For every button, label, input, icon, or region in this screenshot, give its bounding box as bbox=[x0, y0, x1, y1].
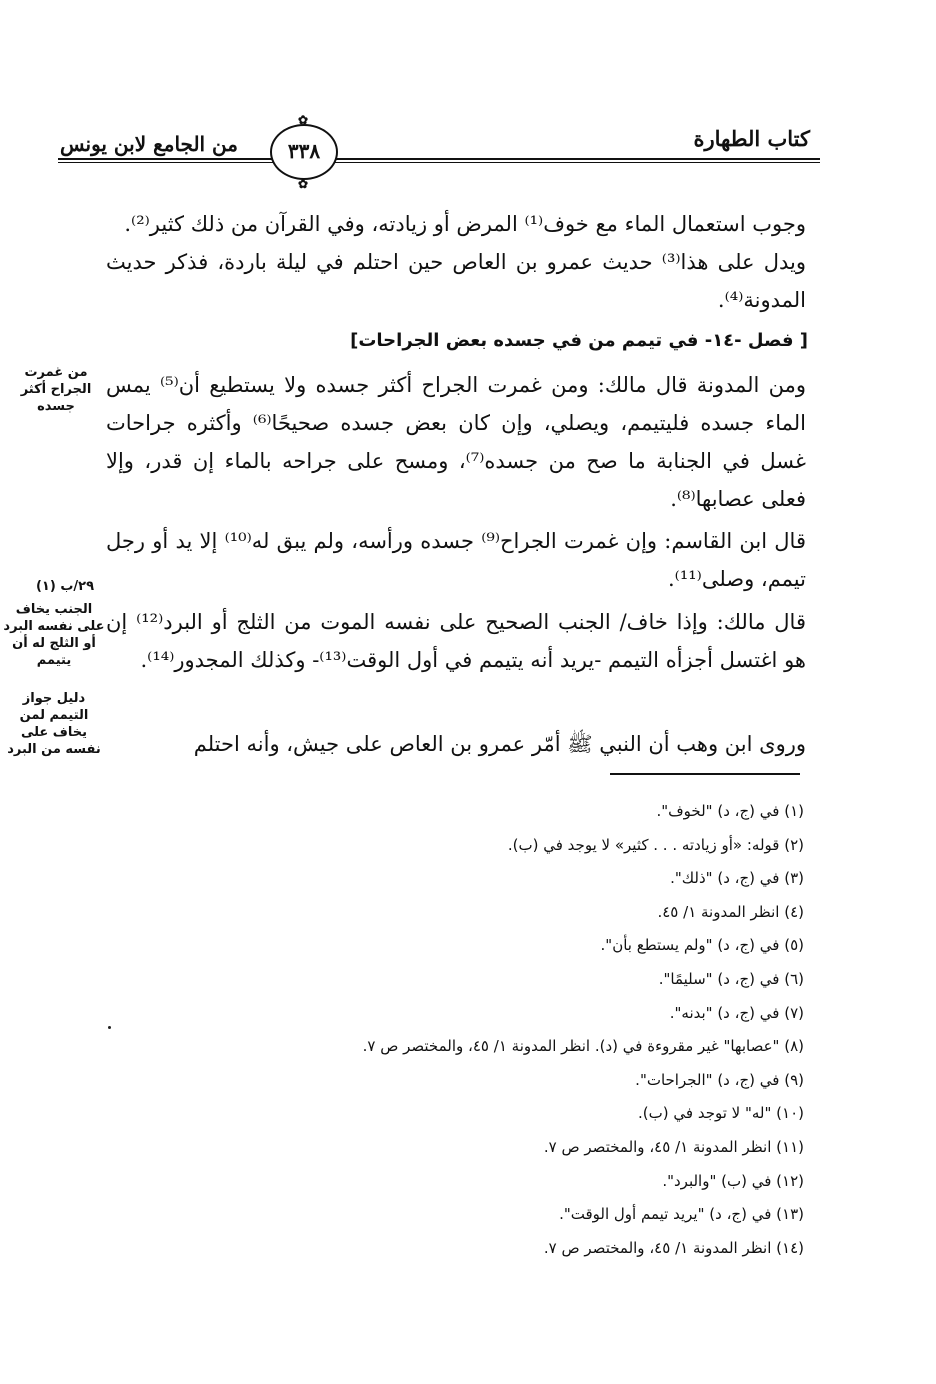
footnote: (٣) في (ج، د) "ذلك". bbox=[670, 869, 804, 888]
footnote: (٦) في (ج، د) "سليمًا". bbox=[658, 969, 804, 988]
margin-note-1: من غمرت الجراح أكثر جسده bbox=[20, 365, 92, 414]
footnote: (١٤) انظر المدونة ١/ ٤٥، والمختصر ص ٧. bbox=[543, 1238, 804, 1257]
margin-note-3: دليل جواز التيمم لمن يخاف على نفسه من البرد bbox=[7, 691, 101, 757]
page-number-badge: ✿ ٣٣٨ ✿ bbox=[270, 124, 338, 180]
running-header-book-title: كتاب الطهارة bbox=[693, 126, 810, 151]
footnote: (١٢) في (ب) "والبرد". bbox=[662, 1171, 804, 1190]
footnote: (٨) "عصابها" غير مقروءة في (د). انظر المدونة ١/ ٤٥، والمختصر ص ٧. bbox=[362, 1037, 804, 1056]
header-rule bbox=[58, 158, 820, 160]
scan-speck bbox=[108, 1026, 111, 1029]
footnote: (١) في (ج، د) "لخوف". bbox=[656, 802, 804, 820]
footnote: (١٣) في (ج، د) "يريد تيمم أول الوقت". bbox=[559, 1205, 804, 1224]
margin-note-2: الجنب يخاف على نفسه البرد أو الثلج له أن يتيمم bbox=[3, 602, 105, 668]
paragraph-5: قال مالك: وإذا خاف/ الجنب الصحيح على نفسه الموت من الثلج أو البرد⁽¹²⁾ إن هو اغتسل أجزأه التيمم -يريد أنه يتيمم في أول الوقت⁽¹³⁾- وكذلك المجدور⁽¹⁴⁾. bbox=[106, 610, 806, 672]
footnote: (٢) قوله: «أو زيادته . . . كثير» لا يوجد في (ب). bbox=[507, 835, 804, 854]
footnotes-list bbox=[204, 795, 804, 1265]
paragraph-4: قال ابن القاسم: وإن غمرت الجراح⁽⁹⁾ جسده ورأسه، ولم يبق له⁽¹⁰⁾ إلا يد أو رجل تيمم، وصلى⁽¹¹⁾. bbox=[106, 529, 806, 591]
footnote: (٧) في (ج، د) "بدنه". bbox=[669, 1003, 804, 1022]
paragraph-2: ويدل على هذا⁽³⁾ حديث عمرو بن العاص حين احتلم في ليلة باردة، فذكر حديث المدونة⁽⁴⁾. bbox=[106, 250, 806, 312]
footnote: (١٠) "له" لا توجد في (ب). bbox=[638, 1104, 804, 1123]
footnote-separator bbox=[610, 773, 800, 775]
paragraph-6: وروى ابن وهب أن النبي ﷺ أمّر عمرو بن العاص على جيش، وأنه احتلم bbox=[193, 732, 806, 756]
footnote: (٤) انظر المدونة ١/ ٤٥. bbox=[657, 902, 804, 921]
running-header-source-title: من الجامع لابن يونس bbox=[60, 132, 238, 156]
footnote: (١١) انظر المدونة ١/ ٤٥، والمختصر ص ٧. bbox=[543, 1137, 804, 1156]
section-heading: [ فصل -١٤- في تيمم من في جسده بعض الجراحات] bbox=[350, 330, 808, 351]
paragraph-3: ومن المدونة قال مالك: ومن غمرت الجراح أكثر جسده ولا يستطيع أن⁽⁵⁾ يمس الماء جسده فليتيمم، ويصلي، وإن كان بعض جسده صحيحًا⁽⁶⁾ وأكثره جراحات غسل في الجنابة ما صح من جسده⁽⁷⁾، ومسح على جراحه بالماء إن قدر، وإلا فعلى عصابها⁽⁸⁾. bbox=[106, 373, 807, 511]
footnote: (٥) في (ج، د) "ولم يستطع بأن". bbox=[600, 936, 804, 955]
header-rule-thin bbox=[58, 162, 820, 163]
margin-note-folio: ٢٩/ب (١) bbox=[35, 579, 95, 594]
footnote: (٩) في (ج، د) "الجراحات". bbox=[635, 1070, 804, 1089]
paragraph-1: وجوب استعمال الماء مع خوف⁽¹⁾ المرض أو زيادته، وفي القرآن من ذلك كثير⁽²⁾. bbox=[124, 212, 806, 236]
